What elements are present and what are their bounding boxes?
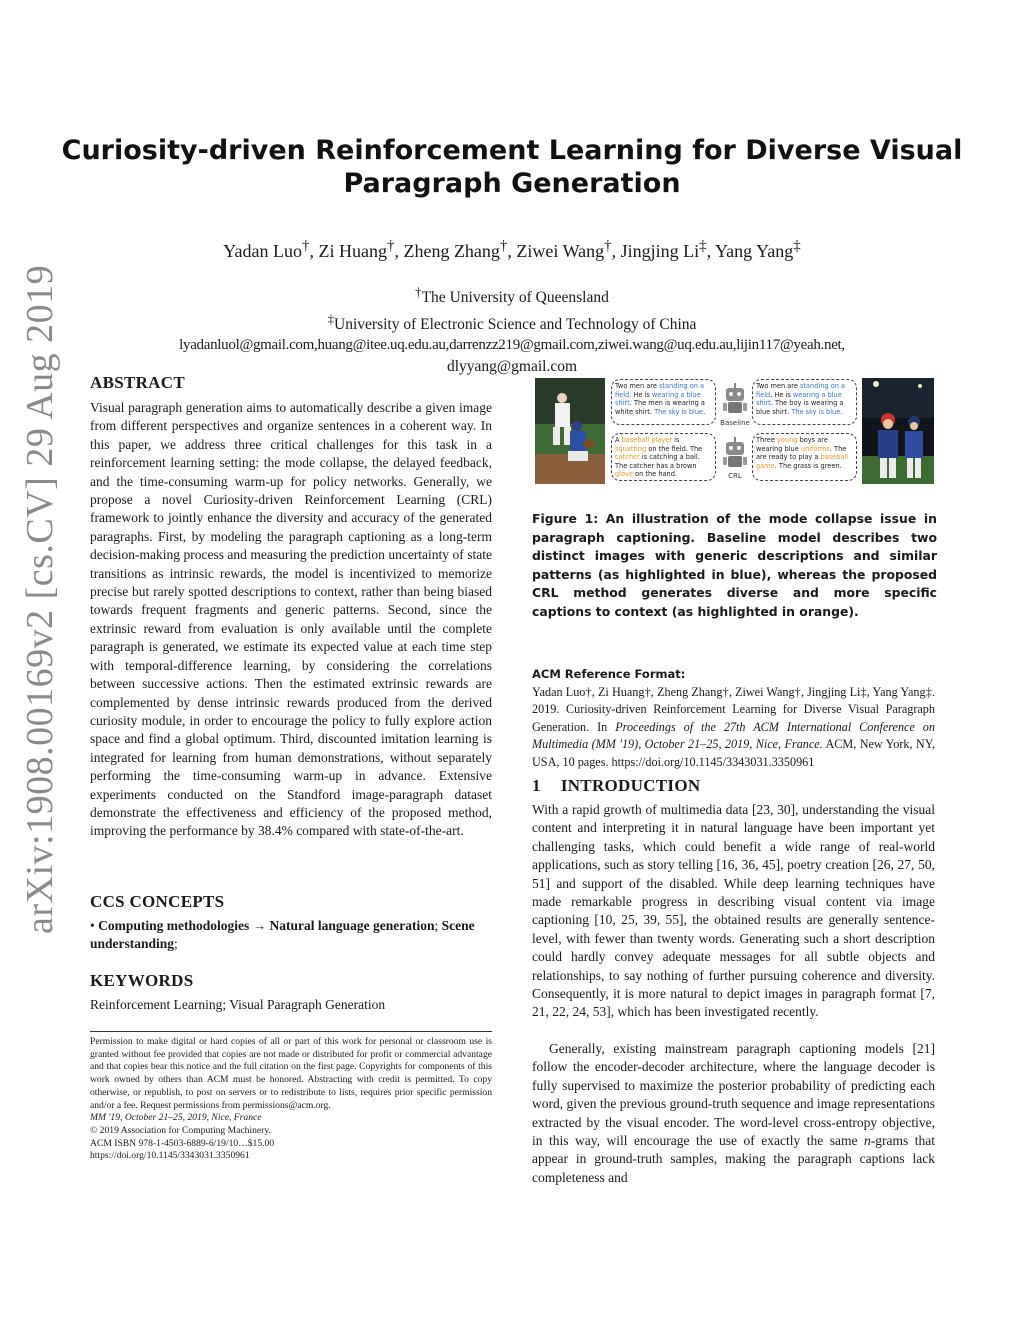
- footnote-rule: [90, 1031, 492, 1032]
- highlight-specific: uniforms: [800, 444, 830, 453]
- emails-line-1: lyadanluol@gmail.com,huang@itee.uq.edu.au,darrenzz219@gmail.com,ziwei.wang@uq.edu.au,lijin117@yeah.net,: [179, 337, 845, 354]
- highlight-specific: baseball player: [621, 436, 673, 444]
- caption-text: Two men are: [756, 382, 800, 390]
- highlight-generic: standing on a field: [756, 382, 846, 399]
- intro-paragraph-1: With a rapid growth of multimedia data [23, 30], understanding the visual content and interpreting it in natural language have been important yet challenging tasks, which could benefit a wide range of real-world applications, such as story telling [16, 36, 45], poetry creation [26, 27, 50, 51] and support of the disabled. While deep learning techniques have made remarkable progress in describing visual content via image captioning [10, 25, 39, 55], the obtained results are generally sentence-level, with fewer than twenty words. Generating such a short description could hardly convey adequate messages for all subtle objects and relationships, to say nothing of further pursuing coherence and diversity. Consequently, it is more natural to depict images in paragraph format [7, 21, 22, 24, 53], which has been investigated recently.: [532, 802, 935, 1020]
- caption-text: .: [703, 407, 706, 416]
- figure-1: [535, 378, 935, 486]
- crl-caption-2: [752, 433, 857, 481]
- highlight-generic: The sky is blue: [654, 407, 704, 416]
- highlight-specific: young: [776, 436, 798, 444]
- title-line-1: Curiosity-driven Reinforcement Learning for Diverse Visual: [61, 135, 963, 166]
- caption-text: boys are wearing blue: [756, 436, 828, 453]
- paragraph-text: -grams that appear in ground-truth samples, making the paragraph captions lack completeness and: [532, 1133, 936, 1185]
- baseline-caption-1: [611, 379, 716, 425]
- section-title: INTRODUCTION: [560, 776, 701, 795]
- highlight-specific: catcher: [615, 453, 640, 462]
- affiliations: [60, 281, 964, 377]
- author-name: Zheng Zhang: [403, 241, 500, 261]
- affiliation-uq: The University of Queensland: [421, 289, 609, 307]
- ccs-heading: CCS CONCEPTS: [90, 892, 225, 911]
- highlight-generic: standing on a field: [615, 382, 705, 399]
- section-number: 1: [532, 776, 541, 795]
- separator: ;: [174, 936, 178, 952]
- acm-ref-authors: Yadan Luo†, Zi Huang†, Zheng Zhang†, Ziwei Wang†, Jingjing Li‡, Yang Yang‡. 2019. Curiosity-driven Reinforcement Learning for Diverse Visual Paragraph Generation. In: [532, 685, 935, 734]
- separator: ,: [309, 241, 319, 261]
- caption-text: is: [672, 436, 680, 444]
- arxiv-stamp: arXiv:1908.00169v2 [cs.CV] 29 Aug 2019: [19, 264, 61, 934]
- bullet: •: [90, 918, 95, 933]
- highlight-specific: baseball game: [756, 453, 849, 470]
- affil-mark: †: [301, 238, 310, 254]
- crl-label: CRL: [728, 472, 742, 480]
- affil-mark: †: [499, 238, 508, 254]
- crl-caption-1: [611, 433, 716, 481]
- permission-block: [90, 1036, 492, 1163]
- affil-mark: †: [604, 238, 612, 254]
- highlight-specific: squatting: [615, 444, 647, 453]
- highlight-generic: wearing a blue shirt: [756, 390, 842, 408]
- ccs-concepts: [90, 917, 495, 954]
- caption-text: on the hand.: [633, 470, 678, 479]
- ccs-computing-methodologies: Computing methodologies: [98, 918, 250, 933]
- paper-title: [60, 134, 964, 200]
- affil-mark: ‡: [699, 238, 707, 254]
- title-line-2: Paragraph Generation: [343, 168, 681, 199]
- abstract-heading: ABSTRACT: [90, 373, 185, 392]
- baseline-robot-icon: [722, 383, 748, 417]
- keywords-heading: KEYWORDS: [90, 971, 194, 990]
- acm-reference: [532, 684, 935, 771]
- affil-mark: †: [415, 284, 422, 299]
- caption-text: on the field. The: [646, 444, 703, 453]
- separator: ,: [706, 241, 715, 261]
- separator: ,: [611, 241, 621, 261]
- baseball-photo-right: [862, 378, 934, 484]
- separator: ,: [507, 241, 517, 261]
- caption-text: is catching a ball. The catcher has a brown: [615, 453, 700, 470]
- intro-heading: [532, 776, 700, 796]
- emails-line-2: dlyyang@gmail.com: [446, 358, 578, 376]
- caption-text: . The men is wearing a white shirt.: [615, 399, 705, 416]
- caption-text: . The boy is wearing a blue shirt.: [756, 399, 844, 416]
- caption-text: .: [840, 407, 843, 416]
- affil-mark: ‡: [327, 311, 335, 327]
- highlight-generic: The sky is blue: [791, 407, 841, 416]
- abstract-text: Visual paragraph generation aims to automatically describe a given image from different perspectives and organize sentences in a coherent way. In this paper, we address three critical challenges for this task in a reinforcement learning setting: the mode collapse, the delayed feedback, and the time-consuming warm-up for policy networks. Generally, we propose a novel Curiosity-driven Reinforcement Learning (CRL) framework to jointly enhance the diversity and accuracy of the generated paragraphs. First, by modeling the paragraph captioning as a long-term decision-making process and measuring the prediction uncertainty of state transitions as intrinsic rewards, the model is incentivized to memorize precise but rarely spotted descriptions to context, rather than being biased towards frequent fragments and generic patterns. Second, since the extrinsic reward from evaluation is only available until the complete paragraph is generated, we estimate its expected value at each time step with temporal-difference learning, by considering the correlations between successive actions. Then the estimated extrinsic rewards are complemented by dense intrinsic rewards produced from the derived curiosity module, in order to encourage the policy to fully explore action space and find a global optimum. Third, discounted imitation learning is integrated for learning from human demonstrations, without separately performing the time-consuming warm-up in advance. Extensive experiments conducted on the Standford image-paragraph dataset demonstrate the effectiveness and efficiency of the proposed method, improving the performance by 38.4% compared with state-of-the-art.: [90, 400, 492, 839]
- caption-text: . The are ready to play a: [756, 444, 847, 462]
- author-list: [60, 238, 964, 262]
- affiliation-uestc: University of Electronic Science and Technology of China: [334, 316, 697, 334]
- math-n: n: [864, 1133, 871, 1149]
- author-name: Yadan Luo: [223, 241, 302, 261]
- baseball-photo-left: [535, 378, 605, 484]
- affil-mark: †: [386, 238, 395, 254]
- caption-text: Three: [756, 436, 777, 444]
- acm-ref-venue: Proceedings of the 27th ACM International Conference on Multimedia (MM '19), October 21–25, 2019, Nice, France.: [532, 719, 935, 752]
- highlight-specific: glove: [615, 470, 634, 479]
- copyright-line: © 2019 Association for Computing Machinery.: [90, 1124, 271, 1136]
- author-name: Yang Yang: [714, 241, 794, 261]
- isbn-line: ACM ISBN 978-1-4503-6889-6/19/10…$15.00: [90, 1137, 275, 1149]
- figure-1-caption: Figure 1: An illustration of the mode collapse issue in paragraph captioning. Baseline model describes two distinct images with generic descriptions and similar patterns (as highlighted in blue), whereas the proposed CRL method generates diverse and more specific captions to context (as highlighted in orange).: [532, 511, 937, 619]
- separator: ,: [394, 241, 404, 261]
- paragraph-text: Generally, existing mainstream paragraph captioning models [21] follow the encoder-decoder architecture, where the language decoder is fully supervised to maximize the posterior probability of predicting each word, given the previous ground-truth sequence and image representations extracted by the visual encoder. The word-level cross-entropy objective, in this way, will encourage the use of exactly the same: [532, 1041, 936, 1149]
- caption-text: A: [615, 436, 622, 444]
- ccs-arrow: →: [249, 918, 270, 933]
- highlight-generic: wearing a blue shirt: [615, 390, 701, 408]
- baseline-label: Baseline: [720, 419, 750, 427]
- intro-paragraph-2: [532, 1040, 935, 1187]
- ccs-nlg: Natural language generation: [269, 918, 435, 933]
- author-name: Ziwei Wang: [516, 241, 605, 261]
- caption-text: . He is: [770, 390, 793, 399]
- acm-ref-heading: ACM Reference Format:: [532, 667, 686, 681]
- caption-text: . The grass is green.: [774, 461, 842, 470]
- acm-ref-tail: ACM, New York, NY, USA, 10 pages. https://doi.org/10.1145/3343031.3350961: [532, 737, 935, 769]
- caption-text: Two men are: [615, 382, 659, 390]
- author-name: Jingjing Li: [620, 241, 700, 261]
- author-name: Zi Huang: [318, 241, 387, 261]
- keywords-text: Reinforcement Learning; Visual Paragraph Generation: [90, 997, 386, 1012]
- permission-text: Permission to make digital or hard copies of all or part of this work for personal or classroom use is granted without fee provided that copies are not made or distributed for profit or commercial advantage and that copies bear this notice and the full citation on the first page. Copyrights for components of this work owned by others than ACM must be honored. Abstracting with credit is permitted. To copy otherwise, or republish, to post on servers or to redistribute to lists, requires prior specific permission and/or a fee. Request permissions from permissions@acm.org.: [90, 1036, 492, 1111]
- doi-line: https://doi.org/10.1145/3343031.3350961: [90, 1150, 250, 1162]
- ccs-scene-understanding: Scene understanding: [90, 918, 475, 952]
- baseline-caption-2: [752, 379, 857, 425]
- caption-text: . He is: [629, 390, 652, 399]
- separator: ;: [434, 918, 439, 933]
- conference-line: MM '19, October 21–25, 2019, Nice, France: [90, 1112, 262, 1124]
- affil-mark: ‡: [793, 238, 801, 254]
- crl-robot-icon: [722, 437, 748, 471]
